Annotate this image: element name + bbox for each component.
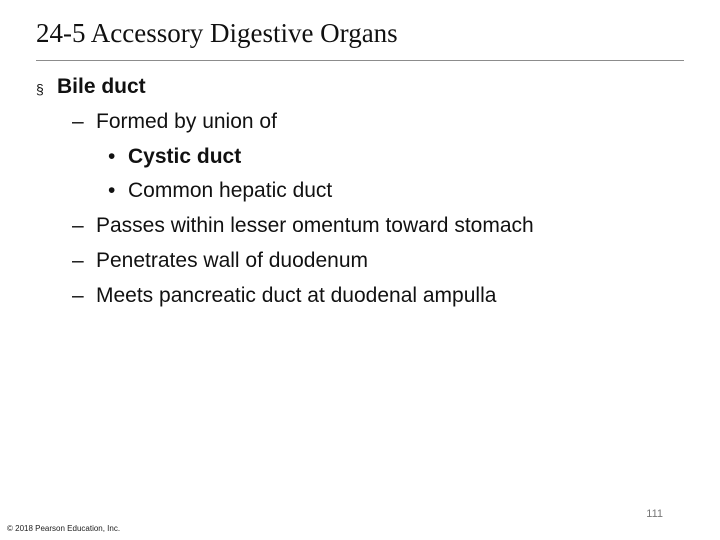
dot-bullet-icon: • [108,179,116,202]
sub-item-label: Meets pancreatic duct at duodenal ampulla [96,284,497,307]
dash-bullet-icon: – [72,284,84,307]
dash-bullet-icon: – [72,249,84,272]
bullet-label: Bile duct [57,75,146,98]
dash-bullet-icon: – [72,214,84,237]
title-divider [36,60,684,61]
sub-item-label: Formed by union of [96,110,277,133]
dash-bullet-icon: – [72,110,84,133]
section-bullet-icon: § [36,81,44,97]
sub-sub-item-label: Common hepatic duct [128,179,333,202]
sub-item-label: Penetrates wall of duodenum [96,249,369,272]
copyright-notice: © 2018 Pearson Education, Inc. [7,524,121,533]
slide-title: 24-5 Accessory Digestive Organs [36,18,398,48]
page-number: 111 [646,508,663,520]
dot-bullet-icon: • [108,145,116,168]
sub-item-label: Passes within lesser omentum toward stomach [96,214,534,237]
sub-sub-item-label: Cystic duct [128,145,242,168]
